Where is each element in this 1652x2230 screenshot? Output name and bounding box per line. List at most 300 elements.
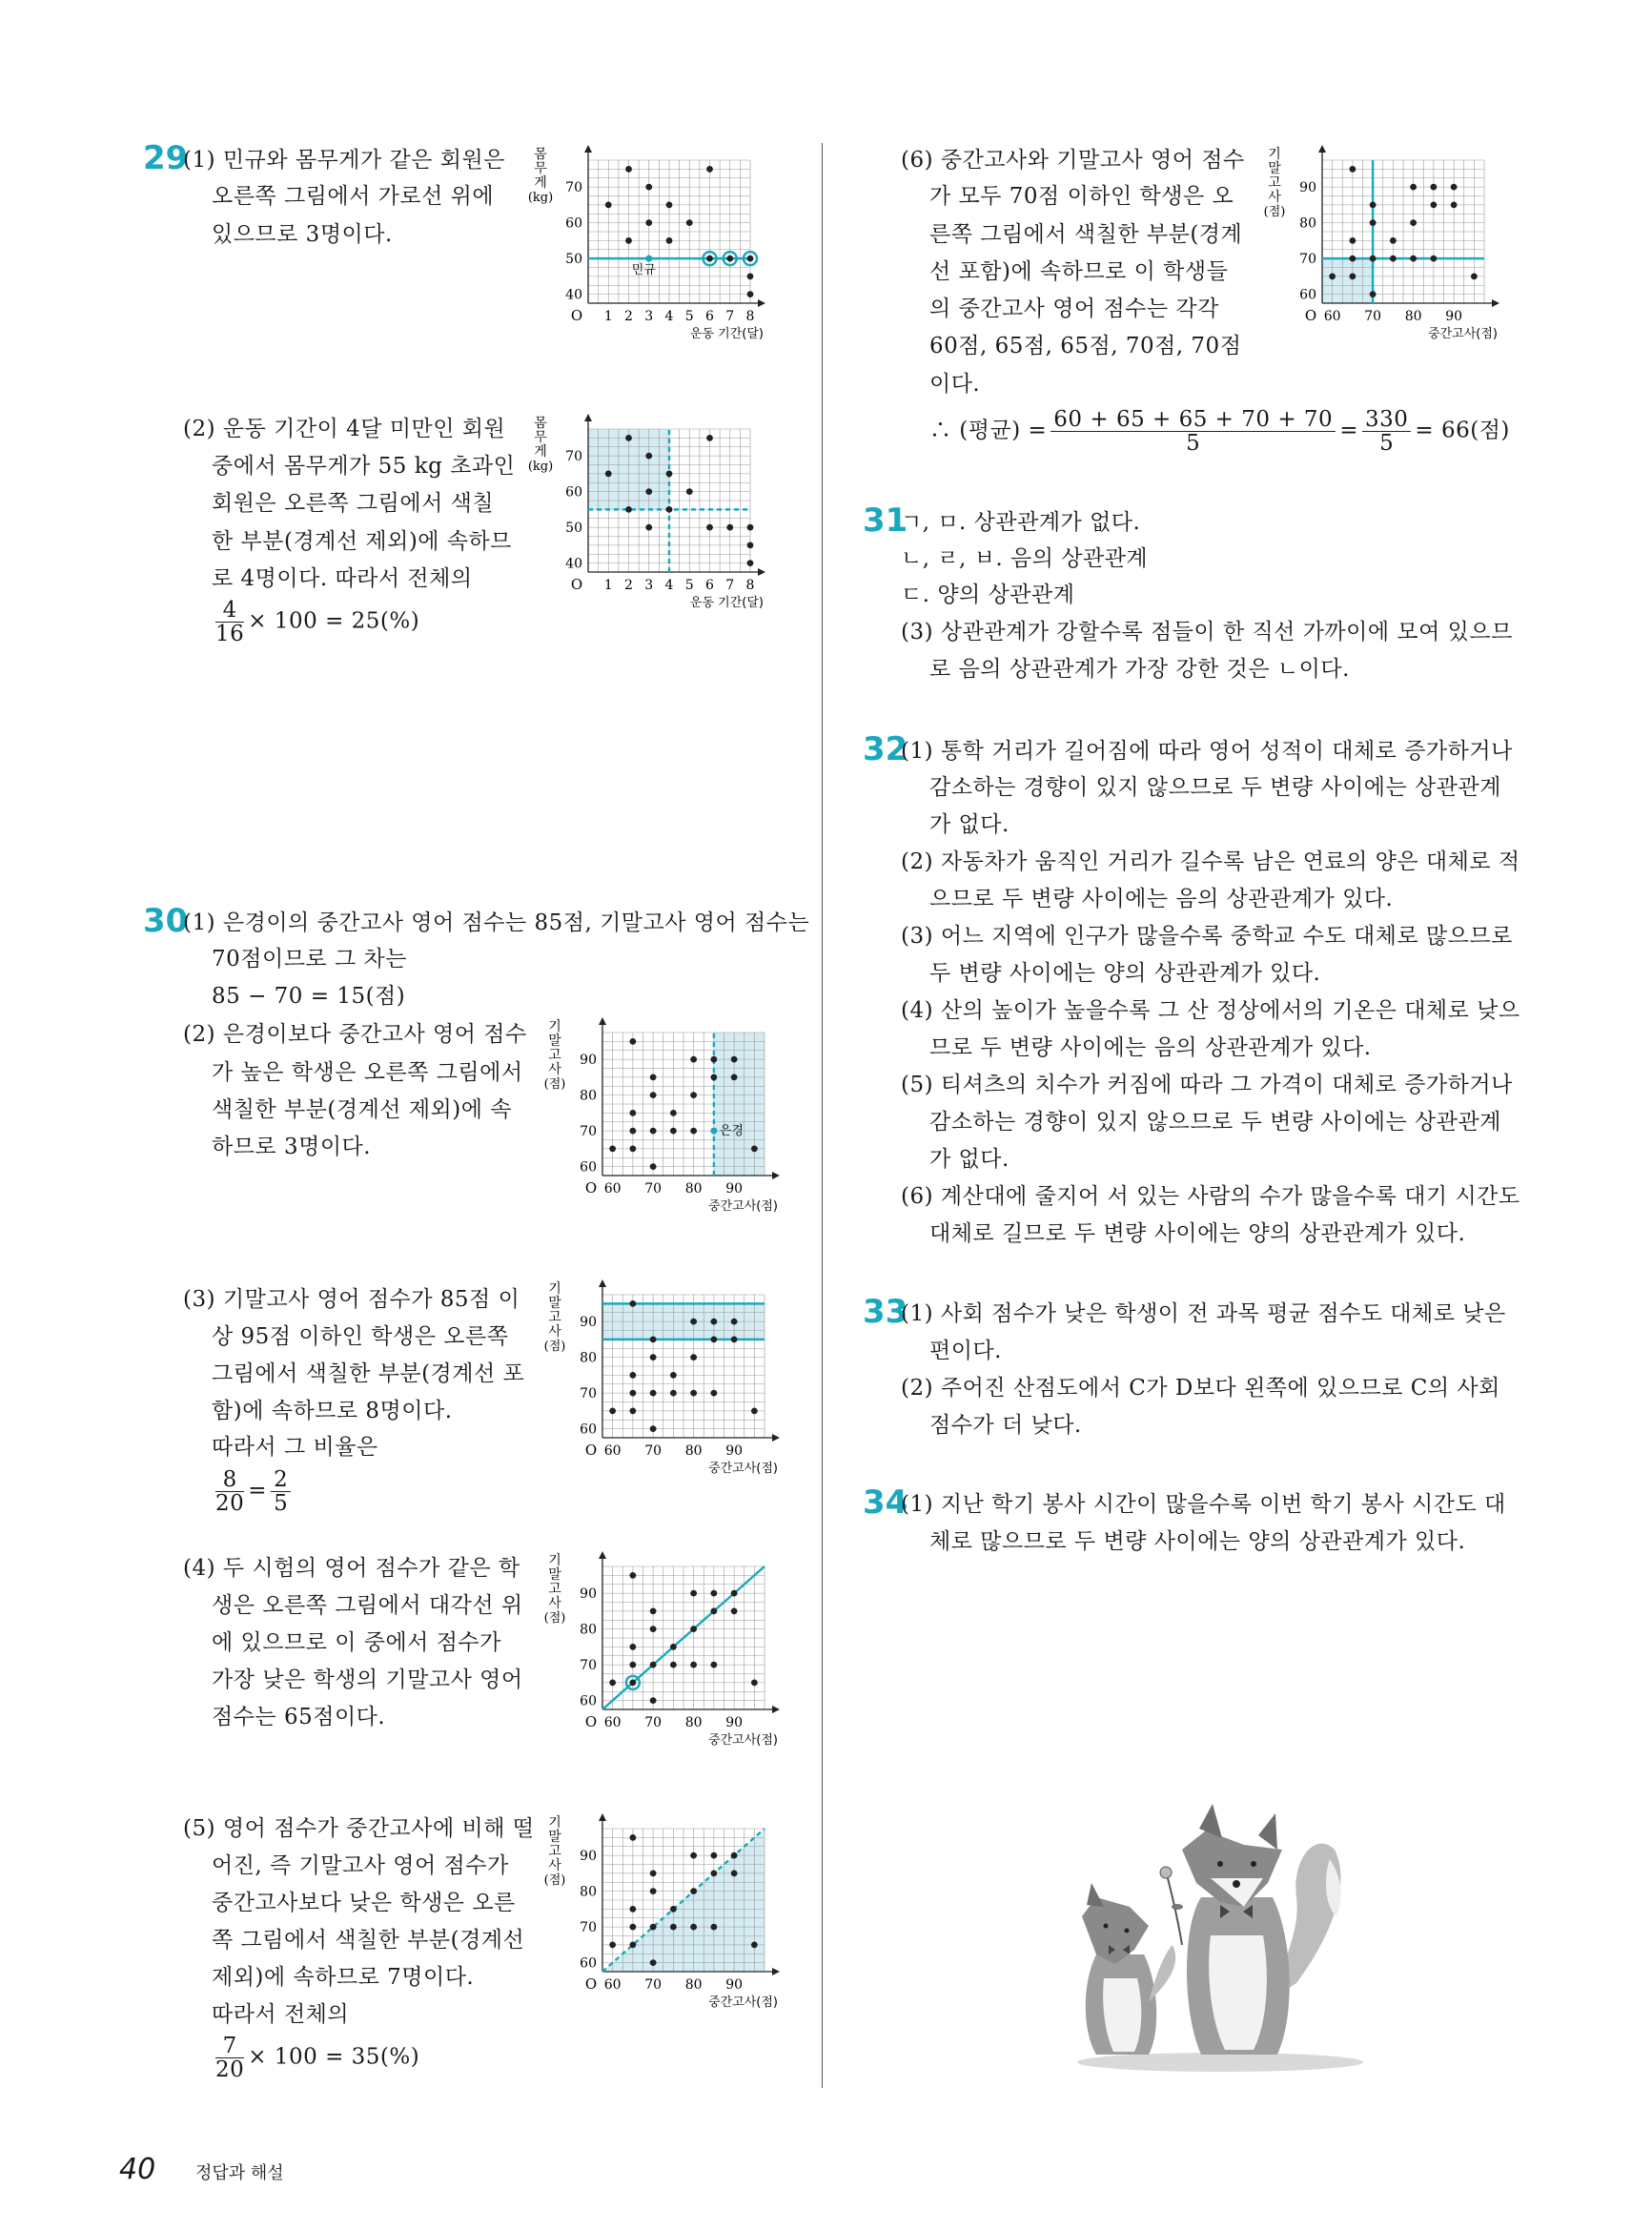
problem-number: 31 — [863, 501, 908, 540]
data-point — [629, 1390, 636, 1397]
data-point — [605, 470, 612, 477]
chart-svg — [527, 412, 767, 610]
numerator: 330 — [1362, 408, 1411, 432]
y-tick-label: 70 — [580, 1920, 597, 1936]
numerator: 8 — [215, 1468, 244, 1492]
x-axis-arrow — [772, 1968, 780, 1975]
numerator: 4 — [215, 599, 244, 623]
y-axis-label: 기 — [548, 1815, 561, 1831]
data-point — [690, 1662, 697, 1668]
mean-rhs: = 66(점) — [1415, 418, 1510, 443]
y-tick-label: 80 — [580, 1622, 597, 1638]
data-point — [629, 1110, 636, 1116]
y-tick-label: 90 — [580, 1586, 597, 1603]
data-point — [1349, 237, 1356, 244]
x-axis-arrow — [758, 568, 765, 576]
text-line: (1) 사회 점수가 낮은 학생이 전 과목 평균 점수도 대체로 낮은 — [901, 1301, 1506, 1326]
x-tick-label: 70 — [644, 1977, 663, 1993]
data-point — [690, 1888, 697, 1894]
data-point — [690, 1924, 697, 1931]
x-axis-label: 중간고사(점) — [1428, 327, 1498, 341]
text-line: (6) 계산대에 줄지어 서 있는 사람의 수가 많을수록 대기 시간도 — [901, 1184, 1520, 1209]
denominator: 20 — [215, 2057, 245, 2082]
x-tick-label: 7 — [725, 309, 735, 324]
y-axis-label: 몸 — [534, 147, 547, 162]
x-tick-label: 6 — [705, 578, 714, 593]
text-line: (3) 상관관계가 강할수록 점들이 한 직선 가까이에 모여 있으므 — [901, 620, 1513, 644]
y-axis-label: 사 — [1268, 190, 1281, 205]
y-tick-label: 70 — [1299, 252, 1316, 268]
text-line: 으므로 두 변량 사이에는 음의 상관관계가 있다. — [929, 887, 1394, 911]
text-line: 70점이므로 그 차는 — [212, 947, 407, 972]
denominator: 5 — [1379, 431, 1395, 456]
denominator: 20 — [215, 1491, 245, 1516]
data-point — [650, 1959, 657, 1966]
data-point — [686, 488, 693, 495]
text-line: 있으므로 3명이다. — [212, 222, 393, 247]
y-axis-label: 게 — [534, 444, 547, 460]
data-point — [710, 1390, 717, 1397]
x-tick-label: 90 — [725, 1181, 744, 1197]
problem-number: 30 — [143, 902, 189, 940]
x-tick-label: 60 — [603, 1715, 622, 1730]
page-number: 40 — [119, 2153, 156, 2186]
data-point — [706, 256, 713, 262]
data-point — [666, 470, 673, 477]
y-tick-label: 60 — [565, 484, 582, 501]
y-tick-label: 60 — [580, 1955, 597, 1972]
y-axis-label: 고 — [548, 1048, 561, 1063]
data-point — [650, 1336, 657, 1342]
data-point — [710, 1870, 717, 1876]
x-tick-label: 80 — [684, 1977, 703, 1993]
data-point — [666, 201, 673, 208]
text-line: 가장 낮은 학생의 기말고사 영어 — [212, 1667, 523, 1692]
data-point — [1390, 237, 1397, 244]
y-tick-label: 70 — [580, 1386, 597, 1402]
x-tick-label: 80 — [1404, 309, 1422, 324]
x-tick-label: 80 — [684, 1181, 703, 1197]
text-line: (1) 민규와 몸무게가 같은 회원은 — [183, 148, 505, 173]
y-axis-label: 말 — [548, 1567, 561, 1583]
fraction-expression: $\frac{8}{20}$ = $\frac{2}{5}$ — [212, 1468, 295, 1515]
text-line: 로 4명이다. 따라서 전체의 — [212, 566, 473, 591]
text-line: (3) 기말고사 영어 점수가 85점 이 — [183, 1287, 520, 1312]
y-axis-label: 고 — [548, 1844, 561, 1859]
chart-svg — [543, 1015, 782, 1214]
y-axis-label: 무 — [534, 161, 547, 176]
data-point — [629, 1834, 636, 1841]
text-line: 회원은 오른쪽 그림에서 색칠 — [212, 491, 495, 516]
y-axis-label: 말 — [1268, 161, 1281, 176]
data-point — [706, 435, 713, 441]
data-point — [690, 1092, 697, 1098]
annotated-point — [710, 1128, 717, 1135]
text-line: 체로 많으므로 두 변량 사이에는 양의 상관관계가 있다. — [929, 1529, 1466, 1554]
data-point — [629, 1662, 636, 1668]
y-axis-label: 사 — [548, 1596, 561, 1611]
x-tick-label: 3 — [644, 309, 654, 324]
y-tick-label: 40 — [565, 287, 582, 303]
data-point — [710, 1607, 717, 1614]
data-point — [690, 1590, 697, 1597]
x-tick-label: 80 — [684, 1443, 703, 1459]
y-tick-label: 70 — [580, 1124, 597, 1140]
text-line: 점수가 더 낮다. — [929, 1413, 1082, 1438]
y-tick-label: 50 — [565, 252, 582, 268]
data-point — [629, 1128, 636, 1135]
data-point — [747, 560, 754, 566]
data-point — [1430, 184, 1437, 191]
expression-rest: × 100 = 35(%) — [248, 2044, 420, 2070]
x-tick-label: 4 — [664, 578, 674, 593]
data-point — [710, 1336, 717, 1342]
data-point — [629, 1941, 636, 1948]
text-line: 따라서 전체의 — [212, 2002, 350, 2027]
text-line: 어진, 즉 기말고사 영어 점수가 — [212, 1853, 509, 1878]
chart-svg — [1263, 143, 1501, 341]
text-line: 가 모두 70점 이하인 학생은 오 — [929, 184, 1234, 209]
y-axis-label: 기 — [548, 1553, 561, 1568]
text-line: (2) 주어진 산점도에서 C가 D보다 왼쪽에 있으므로 C의 사회 — [901, 1376, 1500, 1401]
data-point — [650, 1163, 657, 1170]
x-axis-label: 중간고사(점) — [708, 1462, 778, 1476]
text-line: 른쪽 그림에서 색칠한 부분(경계 — [929, 222, 1243, 247]
text-line: ㄱ, ㅁ. 상관관계가 없다. — [901, 510, 1141, 535]
x-tick-label: 7 — [725, 578, 735, 593]
y-axis-label: 말 — [548, 1296, 561, 1311]
text-line: 선 포함)에 속하므로 이 학생들 — [929, 259, 1229, 284]
text-line: (6) 중간고사와 기말고사 영어 점수 — [901, 148, 1245, 173]
data-point — [670, 1390, 677, 1397]
denominator: 16 — [215, 622, 245, 646]
y-tick-label: 60 — [1299, 287, 1316, 303]
y-axis-arrow — [599, 1551, 606, 1559]
x-tick-label: 90 — [725, 1715, 744, 1730]
x-tick-label: 2 — [624, 578, 633, 593]
data-point — [650, 1128, 657, 1135]
y-tick-label: 40 — [565, 556, 582, 572]
data-point — [629, 1924, 636, 1931]
x-axis-arrow — [772, 1434, 780, 1442]
y-axis-unit: (점) — [543, 1611, 566, 1626]
data-point — [1349, 273, 1356, 279]
text-line: 상 95점 이하인 학생은 오른쪽 — [212, 1324, 509, 1349]
y-tick-label: 90 — [580, 1849, 597, 1865]
x-axis-arrow — [1492, 299, 1499, 307]
text-line: (1) 은경이의 중간고사 영어 점수는 85점, 기말고사 영어 점수는 — [183, 910, 810, 935]
text-line: 편이다. — [929, 1339, 1002, 1363]
data-point — [629, 1300, 636, 1307]
data-point — [670, 1372, 677, 1379]
data-point — [609, 1145, 616, 1152]
x-tick-label: 70 — [1364, 309, 1382, 324]
chart-svg — [527, 143, 767, 341]
annotated-point — [645, 256, 652, 262]
x-axis-arrow — [772, 1706, 780, 1713]
y-axis-label: 말 — [548, 1830, 561, 1845]
origin-label: O — [584, 1179, 598, 1197]
x-axis-label: 중간고사(점) — [708, 1199, 778, 1214]
y-tick-label: 70 — [580, 1658, 597, 1674]
y-axis-label: 말 — [548, 1033, 561, 1049]
data-point — [629, 1145, 636, 1152]
data-point — [609, 1407, 616, 1414]
point-annotation: 은경 — [719, 1124, 744, 1139]
denominator: 5 — [274, 1491, 289, 1516]
data-point — [690, 1852, 697, 1859]
y-axis-unit: (점) — [543, 1077, 566, 1092]
data-point — [625, 166, 632, 173]
data-point — [670, 1924, 677, 1931]
numerator: 7 — [215, 2035, 244, 2058]
text-line: 제외)에 속하므로 7명이다. — [212, 1965, 475, 1990]
y-tick-label: 80 — [580, 1884, 597, 1900]
data-point — [645, 219, 652, 226]
text-line: 중에서 몸무게가 55 kg 초과인 — [212, 454, 516, 479]
data-point — [747, 524, 754, 531]
data-point — [731, 1590, 738, 1597]
data-point — [1471, 273, 1478, 279]
data-point — [690, 1319, 697, 1325]
text-line: (3) 어느 지역에 인구가 많을수록 중학교 수도 대체로 많으므로 — [901, 924, 1513, 949]
data-point — [731, 1870, 738, 1876]
data-point — [747, 256, 754, 262]
text-line: (4) 산의 높이가 높을수록 그 산 정상에서의 기온은 대체로 낮으 — [901, 998, 1520, 1023]
data-point — [751, 1679, 758, 1686]
y-tick-label: 70 — [565, 180, 582, 196]
data-point — [1370, 201, 1377, 208]
origin-label: O — [584, 1442, 598, 1459]
x-axis-arrow — [772, 1172, 780, 1179]
problem-number: 32 — [863, 730, 908, 768]
text-line: 중간고사보다 낮은 학생은 오른 — [212, 1891, 516, 1915]
y-axis-unit: (점) — [543, 1340, 566, 1354]
text-line: 감소하는 경향이 있지 않으므로 두 변량 사이에는 상관관계 — [929, 1110, 1501, 1135]
data-point — [650, 1697, 657, 1704]
data-point — [1410, 184, 1417, 191]
data-point — [690, 1056, 697, 1063]
data-point — [670, 1128, 677, 1135]
mean-expression: ∴ (평균) = $\frac{60 + 65 + 65 + 70 + 70}{5}$ = $\frac{330}{5}$ = 66(점) — [929, 407, 1510, 456]
numerator: 60 + 65 + 65 + 70 + 70 — [1050, 408, 1336, 432]
numerator: 2 — [271, 1468, 291, 1492]
scatter-chart-30-2 — [543, 1015, 782, 1215]
y-axis-arrow — [599, 1017, 606, 1025]
x-axis-label: 운동 기간(달) — [689, 596, 764, 610]
problem-number: 33 — [863, 1293, 908, 1331]
y-tick-label: 90 — [580, 1053, 597, 1069]
scatter-chart-29-1 — [529, 143, 767, 342]
data-point — [629, 1644, 636, 1650]
x-tick-label: 70 — [644, 1181, 663, 1197]
x-tick-label: 2 — [624, 309, 633, 324]
data-point — [650, 1626, 657, 1632]
y-tick-label: 70 — [565, 449, 582, 465]
x-tick-label: 60 — [603, 1977, 622, 1993]
data-point — [650, 1607, 657, 1614]
data-point — [1410, 256, 1417, 262]
text-line: 생은 오른쪽 그림에서 대각선 위 — [212, 1593, 523, 1618]
x-axis-label: 운동 기간(달) — [689, 327, 764, 341]
x-tick-label: 1 — [603, 578, 613, 593]
origin-label: O — [570, 576, 583, 593]
x-tick-label: 80 — [684, 1715, 703, 1730]
origin-label: O — [584, 1975, 598, 1993]
data-point — [690, 1128, 697, 1135]
y-axis-label: 게 — [534, 175, 547, 191]
mean-lhs: ∴ (평균) = — [929, 418, 1048, 443]
fraction-expression — [212, 599, 419, 645]
y-tick-label: 80 — [580, 1350, 597, 1366]
data-point — [650, 1870, 657, 1876]
y-axis-label: 사 — [548, 1062, 561, 1077]
data-point — [1410, 219, 1417, 226]
y-axis-label: 사 — [548, 1324, 561, 1340]
y-axis-label: 고 — [548, 1582, 561, 1597]
text-line: ㄴ, ㄹ, ㅂ. 음의 상관관계 — [901, 546, 1149, 571]
data-point — [650, 1888, 657, 1894]
text-line: 85 − 70 = 15(점) — [212, 984, 406, 1009]
y-axis-label: 몸 — [534, 416, 547, 431]
denominator: 5 — [1186, 431, 1201, 456]
data-point — [751, 1145, 758, 1152]
x-tick-label: 8 — [745, 578, 755, 593]
y-axis-arrow — [584, 145, 592, 153]
data-point — [645, 453, 652, 460]
data-point — [1451, 184, 1458, 191]
x-tick-label: 6 — [705, 309, 714, 324]
expression-rest: × 100 = 25(%) — [248, 608, 420, 634]
text-line: 60점, 65점, 65점, 70점, 70점 — [929, 334, 1242, 358]
text-line: 그림에서 색칠한 부분(경계선 포 — [212, 1361, 525, 1386]
data-point — [747, 273, 754, 279]
data-point — [1349, 166, 1356, 173]
text-line: (4) 두 시험의 영어 점수가 같은 학 — [183, 1556, 520, 1581]
data-point — [731, 1852, 738, 1859]
data-point — [1370, 291, 1377, 297]
data-point — [1370, 219, 1377, 226]
data-point — [670, 1662, 677, 1668]
data-point — [670, 1906, 677, 1913]
data-point — [710, 1056, 717, 1063]
data-point — [625, 237, 632, 244]
y-tick-label: 60 — [580, 1693, 597, 1709]
data-point — [625, 435, 632, 441]
fox-illustration — [1039, 1792, 1382, 2078]
y-axis-label: 기 — [548, 1281, 561, 1297]
data-point — [1329, 273, 1336, 279]
problem-number: 29 — [143, 139, 189, 177]
y-axis-label: 사 — [548, 1858, 561, 1873]
data-point — [666, 506, 673, 513]
data-point — [670, 1644, 677, 1650]
x-tick-label: 4 — [664, 309, 674, 324]
text-line: 로 음의 상관관계가 가장 강한 것은 ㄴ이다. — [929, 657, 1350, 682]
column-divider — [822, 143, 823, 2088]
scatter-chart-30-4 — [543, 1549, 782, 1749]
text-line: 오른쪽 그림에서 가로선 위에 — [212, 184, 495, 209]
shaded-region — [1322, 258, 1373, 303]
text-line: 의 중간고사 영어 점수는 각각 — [929, 297, 1219, 321]
y-tick-label: 90 — [1299, 180, 1316, 196]
y-tick-label: 60 — [580, 1159, 597, 1176]
data-point — [751, 1407, 758, 1414]
chart-svg — [543, 1811, 782, 2010]
data-point — [666, 237, 673, 244]
data-point — [645, 524, 652, 531]
data-point — [645, 488, 652, 495]
data-point — [650, 1074, 657, 1080]
data-point — [690, 1626, 697, 1632]
data-point — [650, 1662, 657, 1668]
data-point — [686, 219, 693, 226]
data-point — [710, 1662, 717, 1668]
data-point — [710, 1924, 717, 1931]
y-axis-unit: (점) — [543, 1873, 566, 1888]
y-tick-label: 80 — [1299, 215, 1316, 232]
text-line: 에 있으므로 이 중에서 점수가 — [212, 1630, 501, 1655]
data-point — [650, 1354, 657, 1361]
x-tick-label: 90 — [1445, 309, 1463, 324]
x-axis-label: 중간고사(점) — [708, 1995, 778, 2010]
text-line: 므로 두 변량 사이에는 음의 상관관계가 있다. — [929, 1035, 1372, 1060]
data-point — [650, 1924, 657, 1931]
data-point — [629, 1906, 636, 1913]
data-point — [731, 1074, 738, 1080]
text-line: (1) 통학 거리가 길어짐에 따라 영어 성적이 대체로 증가하거나 — [901, 739, 1513, 764]
data-point — [645, 184, 652, 191]
text-line: 색칠한 부분(경계선 제외)에 속 — [212, 1097, 512, 1122]
data-point — [650, 1390, 657, 1397]
problem-number: 34 — [863, 1483, 908, 1522]
text-line: 함)에 속하므로 8명이다. — [212, 1399, 453, 1423]
y-axis-label: 기 — [548, 1019, 561, 1034]
x-tick-label: 70 — [644, 1715, 663, 1730]
text-line: 하므로 3명이다. — [212, 1135, 372, 1159]
data-point — [1390, 256, 1397, 262]
y-axis-label: 고 — [548, 1310, 561, 1325]
text-line: 감소하는 경향이 있지 않으므로 두 변량 사이에는 상관관계 — [929, 775, 1501, 800]
text-line: (2) 운동 기간이 4달 미만인 회원 — [183, 417, 506, 441]
data-point — [605, 201, 612, 208]
y-axis-unit: (kg) — [527, 191, 554, 205]
origin-label: O — [570, 307, 583, 324]
y-axis-label: 무 — [534, 430, 547, 445]
x-tick-label: 3 — [644, 578, 654, 593]
text-line: (5) 티셔츠의 치수가 커짐에 따라 그 가격이 대체로 증가하거나 — [901, 1073, 1513, 1097]
origin-label: O — [1304, 307, 1317, 324]
data-point — [690, 1390, 697, 1397]
y-axis-arrow — [599, 1813, 606, 1821]
data-point — [609, 1679, 616, 1686]
text-line: 따라서 그 비율은 — [212, 1435, 378, 1460]
data-point — [670, 1110, 677, 1116]
y-tick-label: 60 — [565, 215, 582, 232]
data-point — [706, 524, 713, 531]
y-tick-label: 60 — [580, 1422, 597, 1438]
x-tick-label: 5 — [684, 578, 694, 593]
data-point — [731, 1056, 738, 1063]
data-point — [710, 1074, 717, 1080]
data-point — [751, 1941, 758, 1948]
data-point — [1370, 256, 1377, 262]
y-axis-label: 고 — [1268, 175, 1281, 191]
data-point — [710, 1852, 717, 1859]
data-point — [706, 166, 713, 173]
data-point — [629, 1407, 636, 1414]
x-tick-label: 60 — [603, 1181, 622, 1197]
